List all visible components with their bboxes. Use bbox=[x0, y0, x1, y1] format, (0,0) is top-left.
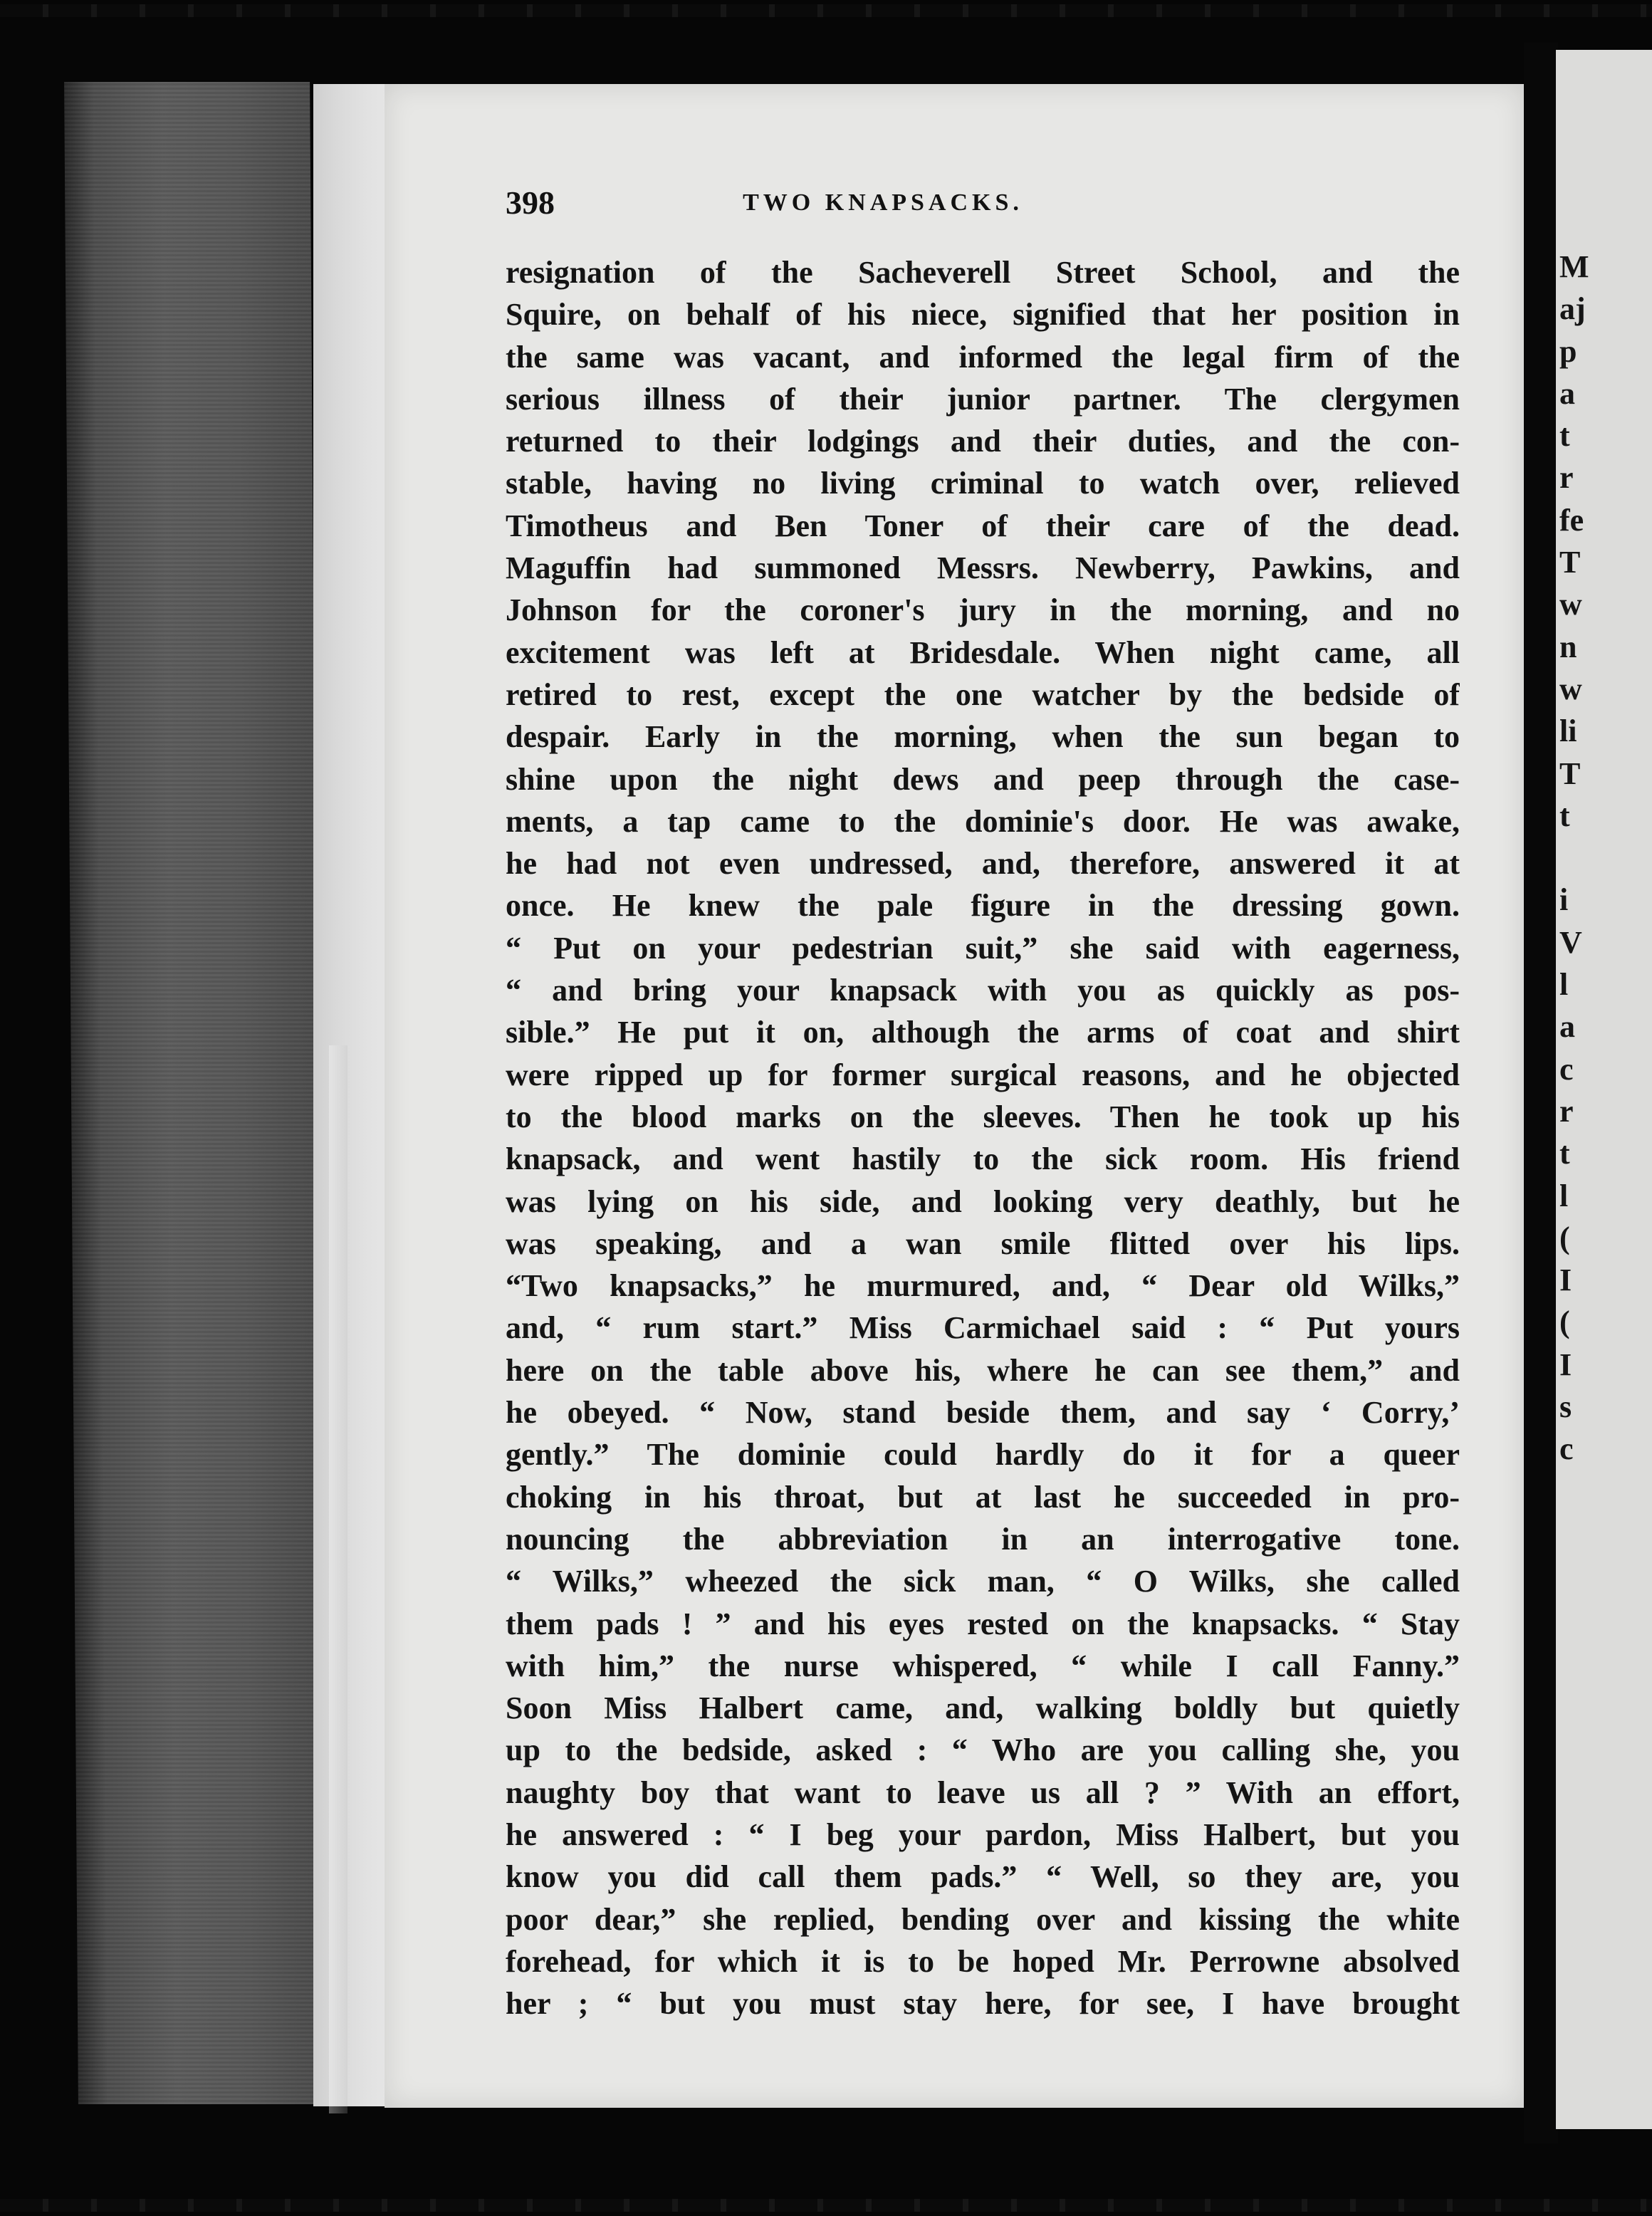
text-line: sible.” He put it on, although the arms of coat and shirt bbox=[506, 1015, 1460, 1050]
adjacent-text-fragment: t bbox=[1559, 798, 1570, 833]
adjacent-text-fragment: n bbox=[1559, 629, 1577, 664]
book-page bbox=[385, 84, 1524, 2108]
adjacent-text-fragment: ( bbox=[1559, 1305, 1570, 1340]
adjacent-text-fragment: I bbox=[1559, 1263, 1572, 1298]
text-line: forehead, for which it is to be hoped Mr. Perrowne absolved bbox=[506, 1943, 1460, 1979]
text-line: he answered : “ I beg your pardon, Miss Halbert, but you bbox=[506, 1817, 1460, 1852]
text-line: choking in his throat, but at last he succeeded in pro- bbox=[506, 1479, 1460, 1515]
adjacent-text-fragment: l bbox=[1559, 967, 1569, 1003]
page-edges bbox=[313, 84, 392, 2106]
book-spine bbox=[64, 82, 324, 2104]
adjacent-text-fragment: i bbox=[1559, 882, 1569, 918]
text-line: up to the bedside, asked : “ Who are you calling she, you bbox=[506, 1732, 1460, 1768]
text-line: and, “ rum start.” Miss Carmichael said : “ Put yours bbox=[506, 1310, 1460, 1346]
adjacent-text-fragment: t bbox=[1559, 1136, 1570, 1171]
text-line: knapsack, and went hastily to the sick room. His friend bbox=[506, 1141, 1460, 1177]
page-number: 398 bbox=[506, 184, 555, 221]
text-line: he had not even undressed, and, therefore, answered it at bbox=[506, 846, 1460, 882]
text-line: “Two knapsacks,” he murmured, and, “ Dear old Wilks,” bbox=[506, 1268, 1460, 1304]
text-line: ments, a tap came to the dominie's door. He was awake, bbox=[506, 803, 1460, 839]
text-line: here on the table above his, where he can see them,” and bbox=[506, 1352, 1460, 1388]
text-line: excitement was left at Bridesdale. When night came, all bbox=[506, 634, 1460, 670]
text-line: despair. Early in the morning, when the sun began to bbox=[506, 719, 1460, 755]
adjacent-text-fragment bbox=[1559, 837, 1652, 879]
adjacent-text-fragment: V bbox=[1559, 924, 1582, 960]
text-line: Timotheus and Ben Toner of their care of the dead. bbox=[506, 508, 1460, 543]
adjacent-text-fragment: c bbox=[1559, 1431, 1574, 1467]
adjacent-text-fragment: l bbox=[1559, 1178, 1569, 1213]
text-line: Maguffin had summoned Messrs. Newberry, Pawkins, and bbox=[506, 550, 1460, 586]
body-text bbox=[506, 251, 1460, 2024]
text-line: Squire, on behalf of his niece, signified that her position in bbox=[506, 297, 1460, 333]
adjacent-text-fragment: aj bbox=[1559, 291, 1586, 327]
text-line: he obeyed. “ Now, stand beside them, and say ‘ Corry,’ bbox=[506, 1395, 1460, 1431]
text-line: resignation of the Sacheverell Street School, and the bbox=[506, 255, 1460, 290]
text-line: to the blood marks on the sleeves. Then he took up his bbox=[506, 1099, 1460, 1134]
adjacent-text-fragment: a bbox=[1559, 375, 1575, 411]
text-line: stable, having no living criminal to watch over, relieved bbox=[506, 466, 1460, 501]
text-line: Soon Miss Halbert came, and, walking boldly but quietly bbox=[506, 1690, 1460, 1726]
running-head bbox=[506, 184, 1517, 226]
text-line: was speaking, and a wan smile flitted over his lips. bbox=[506, 1225, 1460, 1261]
adjacent-text-fragment: li bbox=[1559, 714, 1577, 749]
adjacent-text-fragment: a bbox=[1559, 1009, 1575, 1045]
text-line: were ripped up for former surgical reasons, and he objected bbox=[506, 1057, 1460, 1092]
text-line: “ Put on your pedestrian suit,” she said with eagerness, bbox=[506, 930, 1460, 966]
text-line: gently.” The dominie could hardly do it for a queer bbox=[506, 1437, 1460, 1473]
text-line: them pads ! ” and his eyes rested on the knapsacks. “ Stay bbox=[506, 1606, 1460, 1641]
adjacent-text-fragment: T bbox=[1559, 756, 1581, 791]
text-line: shine upon the night dews and peep through the case- bbox=[506, 761, 1460, 797]
adjacent-text-fragment: r bbox=[1559, 1093, 1574, 1129]
adjacent-text-fragment: M bbox=[1559, 249, 1589, 284]
text-line: serious illness of their junior partner. The clergymen bbox=[506, 381, 1460, 417]
text-line: with him,” the nurse whispered, “ while I call Fanny.” bbox=[506, 1648, 1460, 1683]
adjacent-text-fragment: s bbox=[1559, 1389, 1572, 1425]
running-title: TWO KNAPSACKS. bbox=[743, 189, 1023, 216]
adjacent-text-fragment: c bbox=[1559, 1051, 1574, 1087]
text-line: naughty boy that want to leave us all ? ” With an effort, bbox=[506, 1775, 1460, 1810]
adjacent-text-fragment: r bbox=[1559, 460, 1574, 496]
film-edge-top bbox=[0, 4, 1652, 17]
adjacent-text-fragment: p bbox=[1559, 333, 1577, 369]
adjacent-text-fragment: w bbox=[1559, 587, 1582, 622]
text-line: her ; “ but you must stay here, for see, I have brought bbox=[506, 1986, 1460, 2022]
adjacent-text-fragment: T bbox=[1559, 545, 1581, 580]
text-line: once. He knew the pale figure in the dressing gown. bbox=[506, 888, 1460, 924]
adjacent-text-fragment: t bbox=[1559, 418, 1570, 454]
text-line: retired to rest, except the one watcher by the bedside of bbox=[506, 676, 1460, 712]
text-line: was lying on his side, and looking very deathly, but he bbox=[506, 1183, 1460, 1219]
text-line: know you did call them pads.” “ Well, so they are, you bbox=[506, 1859, 1460, 1895]
page-gutter bbox=[1524, 43, 1558, 2143]
adjacent-text-fragment: ( bbox=[1559, 1220, 1570, 1255]
film-edge-bottom bbox=[0, 2199, 1652, 2212]
text-line: nouncing the abbreviation in an interrogative tone. bbox=[506, 1521, 1460, 1557]
text-line: poor dear,” she replied, bending over and kissing the white bbox=[506, 1901, 1460, 1937]
adjacent-text-fragment: fe bbox=[1559, 502, 1584, 538]
adjacent-text-fragment: w bbox=[1559, 671, 1582, 706]
text-line: returned to their lodgings and their duties, and the con- bbox=[506, 424, 1460, 459]
adjacent-text-fragment: I bbox=[1559, 1347, 1572, 1382]
text-line: “ Wilks,” wheezed the sick man, “ O Wilks, she called bbox=[506, 1564, 1460, 1599]
adjacent-page-text bbox=[1559, 246, 1652, 1470]
text-line: “ and bring your knapsack with you as quickly as pos- bbox=[506, 973, 1460, 1008]
text-line: the same was vacant, and informed the legal firm of the bbox=[506, 339, 1460, 375]
text-line: Johnson for the coroner's jury in the morning, and no bbox=[506, 592, 1460, 628]
